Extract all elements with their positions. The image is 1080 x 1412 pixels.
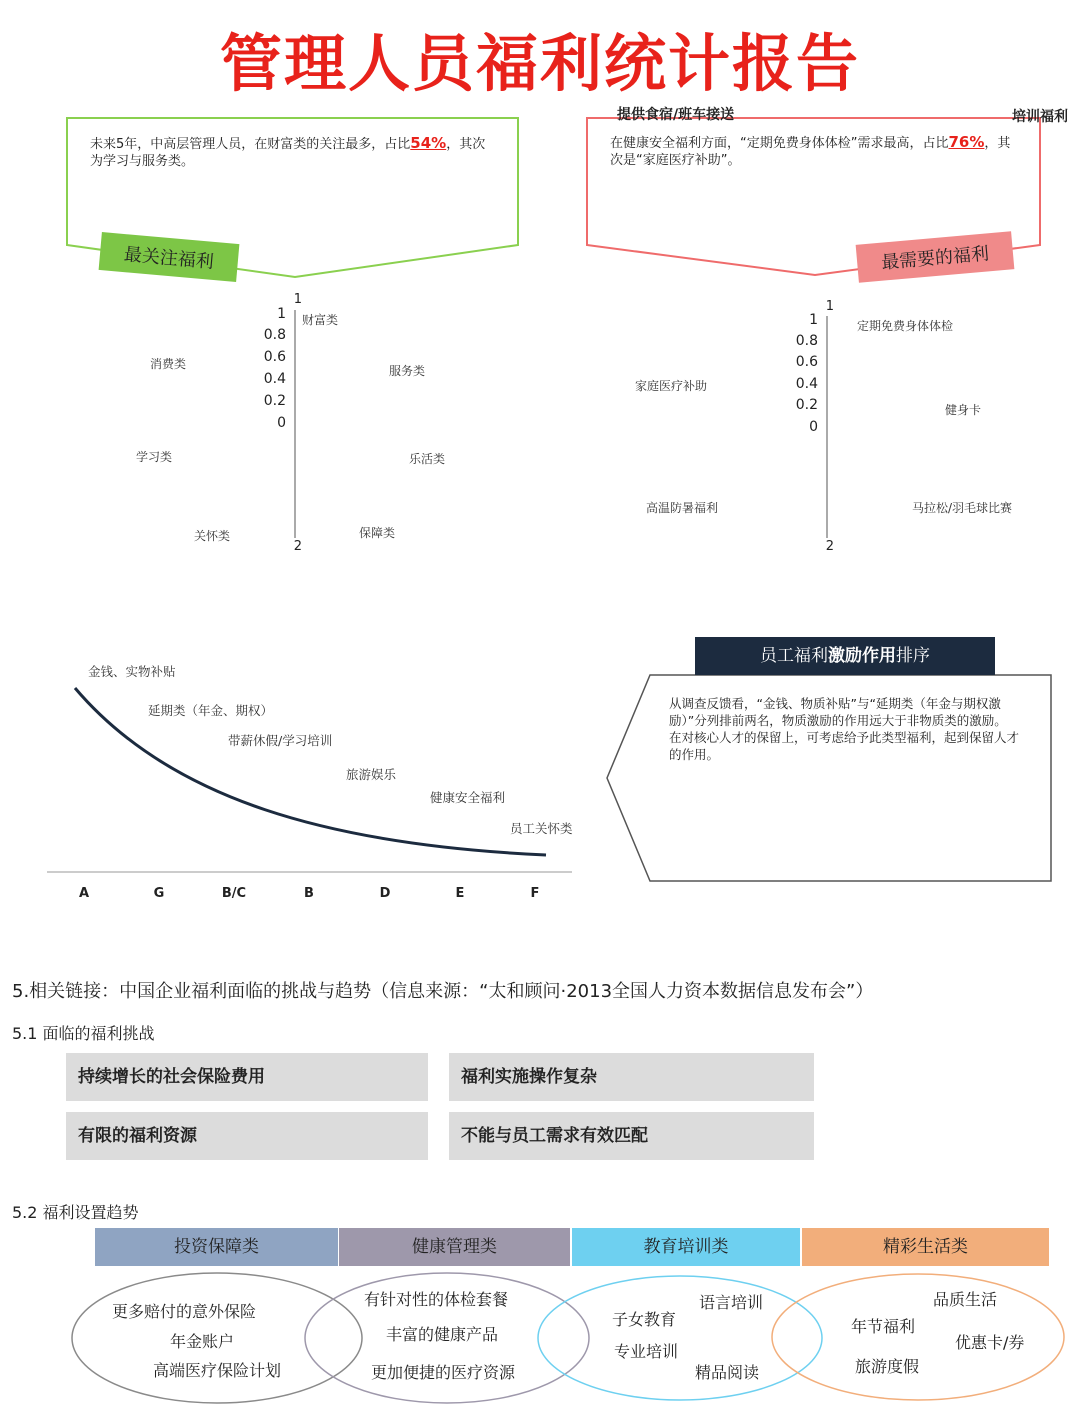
trend-ellipses bbox=[0, 1265, 1080, 1410]
left-tick: 0 bbox=[277, 415, 286, 431]
left-axis-bottom: 2 bbox=[293, 539, 302, 554]
curve-label: 金钱、实物补贴 bbox=[88, 664, 176, 679]
right-category: 马拉松/羽毛球比赛 bbox=[912, 501, 1013, 515]
challenge-card: 持续增长的社会保险费用 bbox=[66, 1053, 428, 1101]
right-category: 健身卡 bbox=[945, 403, 982, 417]
left-category: 财富类 bbox=[302, 313, 339, 327]
curve-label: 带薪休假/学习培训 bbox=[228, 733, 333, 748]
x-axis-label: D bbox=[379, 886, 391, 901]
right-tick: 0 bbox=[809, 419, 818, 435]
trend-header: 健康管理类 bbox=[339, 1228, 570, 1266]
subsection-trends: 5.2 福利设置趋势 bbox=[12, 1203, 139, 1222]
right-tag: 最需要的福利 bbox=[856, 231, 1015, 282]
trend-item: 优惠卡/券 bbox=[955, 1333, 1025, 1352]
left-tick: 0.2 bbox=[263, 393, 286, 409]
trend-item: 精品阅读 bbox=[695, 1363, 760, 1382]
ranking-text: 从调查反馈看，“金钱、物质补贴”与“延期类（年金与期权激励）”分列排前两名，物质激励的作用远大于非物质类的激励。在对核心人才的保留上，可考虑给予此类型福利，起到保留人才的作用。 bbox=[669, 696, 1020, 762]
x-axis-label: G bbox=[153, 886, 165, 901]
left-category: 消费类 bbox=[150, 357, 187, 371]
challenge-card: 有限的福利资源 bbox=[66, 1112, 428, 1160]
right-floating-label: 提供食宿/班车接送 bbox=[617, 107, 735, 123]
trend-header: 教育培训类 bbox=[572, 1228, 800, 1266]
x-axis-label: E bbox=[455, 886, 465, 901]
trend-item: 年金账户 bbox=[170, 1332, 235, 1351]
left-category: 服务类 bbox=[389, 364, 426, 378]
x-axis-label: B bbox=[304, 886, 314, 901]
left-tick: 1 bbox=[277, 306, 286, 322]
trend-item: 品质生活 bbox=[933, 1290, 998, 1309]
trend-item: 有针对性的体检套餐 bbox=[364, 1290, 509, 1309]
incentive-curve-chart bbox=[0, 600, 600, 920]
right-axis-bottom: 2 bbox=[825, 539, 834, 554]
left-tick: 0.6 bbox=[263, 349, 286, 365]
right-quote: 在健康安全福利方面，“定期免费身体体检”需求最高，占比76%，其次是“家庭医疗补助”。 bbox=[610, 133, 1011, 168]
left-axis-top: 1 bbox=[293, 292, 302, 307]
report-title: 管理人员福利统计报告 bbox=[219, 27, 860, 100]
curve-label: 延期类（年金、期权） bbox=[148, 703, 274, 718]
left-category: 学习类 bbox=[136, 450, 173, 464]
challenge-card: 福利实施操作复杂 bbox=[449, 1053, 814, 1101]
left-tick: 0.4 bbox=[263, 371, 286, 387]
trend-item: 丰富的健康产品 bbox=[386, 1325, 499, 1344]
trend-item: 更多赔付的意外保险 bbox=[112, 1302, 257, 1321]
right-category: 高温防暑福利 bbox=[646, 501, 719, 515]
left-category: 保障类 bbox=[359, 526, 396, 540]
trend-item: 更加便捷的医疗资源 bbox=[371, 1363, 516, 1382]
subsection-challenges: 5.1 面临的福利挑战 bbox=[12, 1024, 155, 1043]
trend-header: 投资保障类 bbox=[95, 1228, 338, 1266]
right-category: 家庭医疗补助 bbox=[635, 379, 708, 393]
trend-item: 语言培训 bbox=[699, 1293, 764, 1312]
right-axis-top: 1 bbox=[825, 299, 834, 314]
left-quote: 未来5年，中高层管理人员，在财富类的关注最多，占比54%，其次为学习与服务类。 bbox=[90, 134, 486, 169]
left-category: 关怀类 bbox=[194, 529, 231, 543]
right-tick: 0.6 bbox=[795, 354, 818, 370]
right-tick: 0.2 bbox=[795, 397, 818, 413]
right-tick: 0.4 bbox=[795, 376, 818, 392]
curve-label: 员工关怀类 bbox=[510, 821, 573, 836]
x-axis-label: B/C bbox=[221, 886, 247, 901]
ranking-header: 员工福利激励作用排序 bbox=[695, 637, 995, 675]
right-category: 定期免费身体体检 bbox=[857, 319, 954, 333]
right-floating-label: 培训福利 bbox=[1012, 109, 1068, 125]
left-tag: 最关注福利 bbox=[99, 232, 240, 282]
right-tick: 0.8 bbox=[795, 333, 818, 349]
x-axis-label: F bbox=[530, 886, 540, 901]
curve-label: 旅游娱乐 bbox=[346, 767, 397, 782]
trend-item: 旅游度假 bbox=[855, 1357, 920, 1376]
trend-item: 专业培训 bbox=[614, 1342, 679, 1361]
trend-item: 年节福利 bbox=[851, 1317, 916, 1336]
challenge-card: 不能与员工需求有效匹配 bbox=[449, 1112, 814, 1160]
right-tick: 1 bbox=[809, 312, 818, 328]
trend-header: 精彩生活类 bbox=[802, 1228, 1049, 1266]
left-tick: 0.8 bbox=[263, 327, 286, 343]
incentive-curve bbox=[75, 688, 546, 855]
curve-label: 健康安全福利 bbox=[430, 790, 506, 805]
trend-item: 子女教育 bbox=[612, 1310, 677, 1329]
left-category: 乐活类 bbox=[409, 452, 446, 466]
x-axis-label: A bbox=[78, 886, 90, 901]
trend-item: 高端医疗保险计划 bbox=[153, 1361, 282, 1380]
section-heading: 5.相关链接：中国企业福利面临的挑战与趋势（信息来源：“太和顾问·2013全国人力资本数据信息发布会”） bbox=[12, 981, 874, 1002]
